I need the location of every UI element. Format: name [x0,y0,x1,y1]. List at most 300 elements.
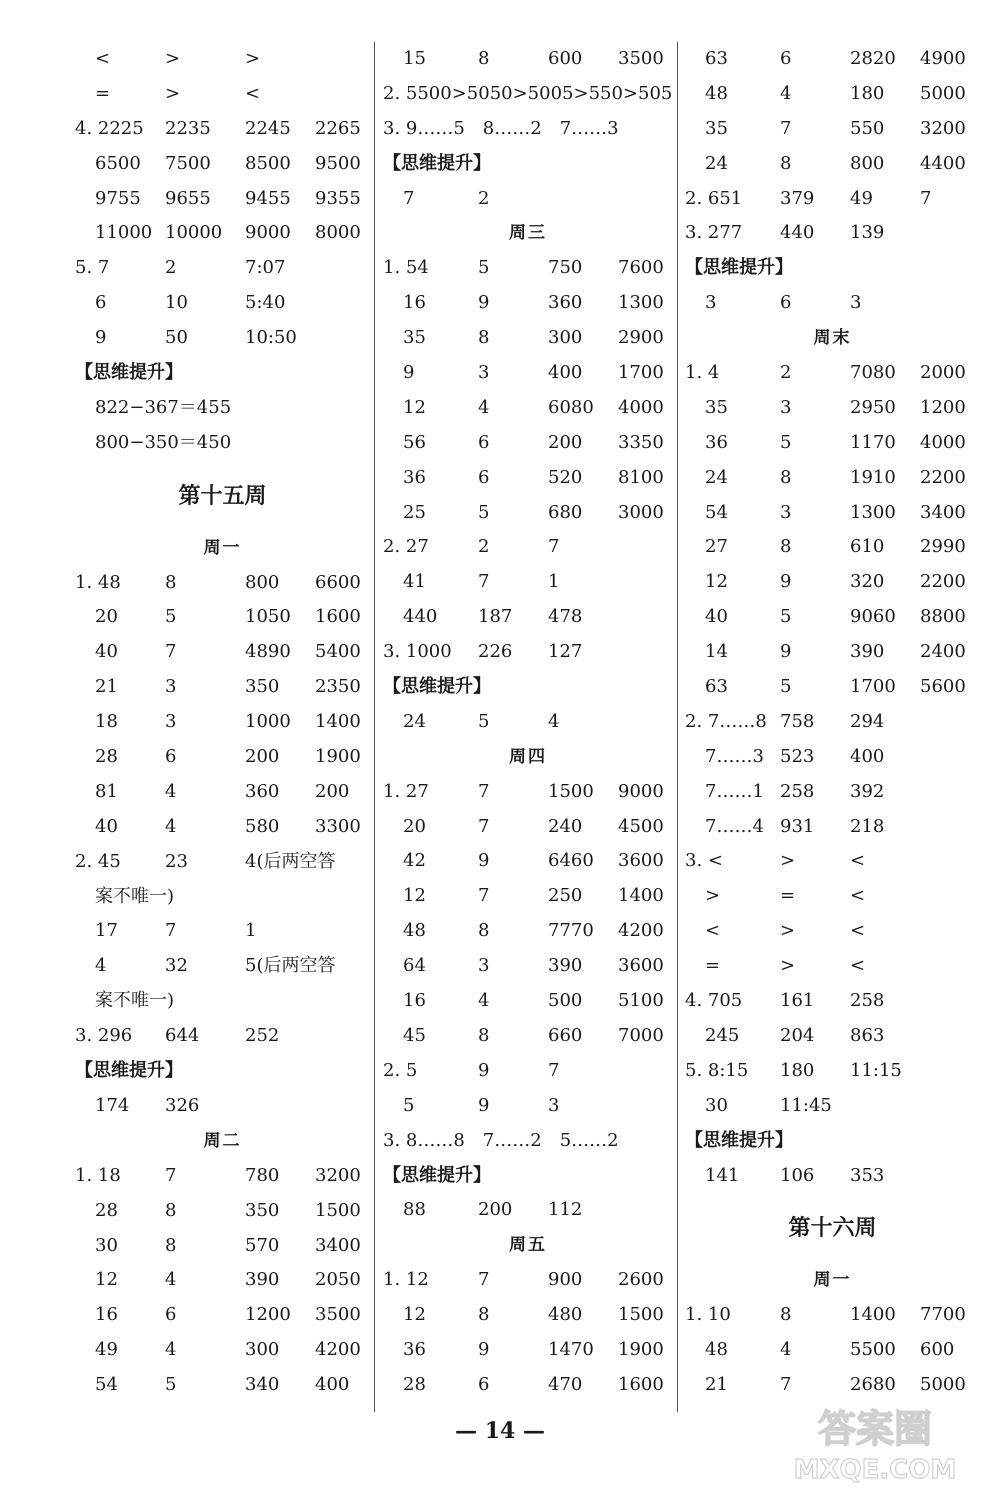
answer-cell: 48 [403,920,426,942]
answer-cell: 36 [403,1338,426,1360]
answer-cell: 440 [403,606,438,628]
answer-cell: 25 [403,501,426,523]
answer-row [685,42,980,77]
answer-line: 2. 5500>5050>5005>550>505 [383,82,673,104]
answer-cell: 600 [548,48,583,69]
answer-cell: 1 [548,571,560,593]
answer-cell: 30 [95,1234,118,1256]
answer-row [383,286,673,321]
answer-cell: 2000 [920,362,966,384]
answer-cell: 4. 2225 [75,117,144,139]
answer-cell: 8 [780,152,792,174]
answer-cell: 9000 [245,222,291,244]
answer-cell: 36 [705,431,728,453]
answer-row [383,1333,673,1368]
answer-row [685,391,980,426]
answer-row [685,740,980,775]
answer-cell: 9000 [618,780,664,802]
answer-cell: 64 [403,955,426,977]
answer-cell: 174 [95,1094,130,1116]
answer-row [383,635,673,670]
answer-cell: 16 [95,1304,118,1326]
answer-cell: > [780,850,796,872]
answer-row [685,77,980,112]
answer-cell: 523 [780,745,815,767]
answer-row [75,182,370,217]
answer-cell: 353 [850,1164,885,1186]
answer-cell: 35 [403,327,426,349]
answer-cell: 1900 [618,1338,664,1360]
answer-cell: 8 [478,48,490,69]
answer-cell: 2 [478,187,490,209]
answer-cell: < [95,48,111,69]
answer-cell: 9 [403,362,415,384]
answer-row [75,810,370,845]
answer-row [75,1229,370,1264]
answer-line: 3. 8……8 7……2 5……2 [383,1129,619,1151]
answer-cell: 7770 [548,920,594,942]
answer-row [75,147,370,182]
answer-row [383,775,673,810]
answer-cell: 300 [548,327,583,349]
answer-cell: 36 [403,466,426,488]
answer-cell: 8 [780,466,792,488]
answer-row [685,1368,980,1403]
answer-cell: 12 [95,1269,118,1291]
answer-cell: 41 [403,571,426,593]
answer-cell: 4 [165,815,177,837]
answer-cell: 3200 [920,117,966,139]
answer-cell: 1200 [245,1304,291,1326]
answer-cell: 3 [478,955,490,977]
answer-cell: 520 [548,466,583,488]
answer-cell: 8 [165,1234,177,1256]
answer-row [75,251,370,286]
answer-cell: 11:15 [850,1059,902,1081]
answer-cell: 1300 [618,292,664,314]
answer-cell: 2400 [920,641,966,663]
answer-row [685,635,980,670]
answer-row [75,112,370,147]
answer-cell: 1 [245,920,257,942]
answer-cell: 7 [165,920,177,942]
answer-cell: 5400 [315,641,361,663]
answer-cell: > [705,885,721,907]
answer-row [383,426,673,461]
answer-cell: 48 [705,1339,728,1361]
answer-cell: 4200 [315,1339,361,1361]
answer-row [383,1263,673,1298]
answer-cell: 8100 [618,466,664,488]
answer-cell: 7 [478,1269,490,1291]
week-title: 第十六周 [788,1215,877,1242]
answer-cell: 20 [403,815,426,837]
answer-cell: 800 [850,152,885,174]
answer-cell: 1. 12 [383,1269,429,1291]
answer-cell: 5000 [920,82,966,104]
answer-row [383,949,673,984]
answer-cell: 187 [478,606,513,628]
answer-cell: 1700 [618,362,664,384]
day-heading: 周二 [203,1130,242,1151]
answer-cell: 127 [548,641,583,663]
answer-cell: 8800 [920,606,966,628]
answer-cell: 3350 [618,431,664,453]
answer-cell: 9355 [315,187,361,209]
answer-cell: 9755 [95,187,141,209]
answer-cell: 6 [478,1373,490,1395]
answer-cell: 7 [548,1059,560,1081]
answer-cell: 7600 [618,257,664,279]
answer-cell: 2 [165,257,177,279]
answer-cell: 6 [780,48,792,69]
answer-cell: 644 [165,1025,200,1047]
answer-cell: 390 [850,641,885,663]
answer-line: 案不唯一) [95,990,175,1012]
answer-row [383,42,673,77]
answer-cell: 240 [548,815,583,837]
answer-cell: 400 [548,362,583,384]
column-divider [374,42,375,1412]
answer-cell: 3 [165,711,177,733]
answer-cell: 200 [548,431,583,453]
answer-row [383,1368,673,1403]
answer-cell: 1. 18 [75,1164,121,1186]
answer-cell: 9500 [315,152,361,174]
answer-row [383,879,673,914]
answer-row [685,286,980,321]
answer-cell: 27 [705,536,728,558]
answer-cell: < [850,885,866,907]
answer-cell: 20 [95,606,118,628]
answer-cell: 8 [165,1199,177,1221]
answer-cell: 2600 [618,1269,664,1291]
answer-cell: 4 [548,710,560,732]
answer-row [685,112,980,147]
answer-cell: 900 [548,1269,583,1291]
day-heading: 周三 [509,223,547,244]
answer-cell: 35 [705,396,728,418]
answer-row [75,740,370,775]
answer-cell: 45 [403,1024,426,1046]
answer-cell: 610 [850,536,885,558]
answer-cell: 1500 [315,1199,361,1221]
answer-cell: 5. 7 [75,257,110,279]
answer-cell: 200 [245,746,280,768]
answer-cell: 580 [245,815,280,837]
answer-cell: 400 [315,1374,350,1396]
answer-cell: 600 [920,1339,955,1361]
answer-cell: 3. 277 [685,222,743,244]
answer-cell: 6 [165,1304,177,1326]
answer-row [383,914,673,949]
answer-cell: > [780,955,796,977]
answer-cell: 40 [705,606,728,628]
answer-cell: 1400 [850,1304,896,1326]
answer-cell: 340 [245,1374,280,1396]
section-heading: 【思维提升】 [75,1060,183,1082]
answer-cell: 3. 1000 [383,641,452,663]
answer-cell: 1600 [315,606,361,628]
answer-cell: 570 [245,1234,280,1256]
answer-cell: 1900 [315,746,361,768]
answer-row [685,705,980,740]
answer-cell: 5 [478,501,490,523]
answer-cell: 10:50 [245,327,297,349]
answer-cell: 6460 [548,850,594,872]
column-middle [383,42,673,1403]
answer-cell: < [850,850,866,872]
answer-cell: 5 [780,431,792,453]
answer-cell: 7 [920,187,932,209]
answer-cell: 780 [245,1164,280,1186]
watermark-text: MXQE.COM [793,1455,957,1485]
answer-cell: 9 [478,850,490,872]
answer-cell: 1500 [618,1304,664,1326]
answer-cell: 2. 7……8 [685,710,767,732]
answer-cell: 9060 [850,606,896,628]
answer-cell: 3400 [315,1234,361,1256]
answer-row [685,949,980,984]
watermark-logo-text: 答案圈 [817,1407,933,1451]
answer-cell: 7 [780,1374,792,1396]
answer-cell: 9 [478,1338,490,1360]
answer-cell: 4 [780,82,792,104]
answer-row [75,286,370,321]
answer-cell: 1500 [548,780,594,802]
answer-cell: 6080 [548,396,594,418]
answer-cell: 300 [245,1339,280,1361]
answer-cell: 2. 5 [383,1059,418,1081]
answer-row [685,844,980,879]
answer-cell: 2200 [920,466,966,488]
answer-cell: 5600 [920,676,966,698]
answer-row [685,984,980,1019]
answer-cell: 1000 [245,711,291,733]
day-heading: 周一 [813,1270,852,1291]
answer-cell: 1. 48 [75,571,121,593]
answer-cell: 390 [245,1269,280,1291]
answer-cell: 258 [850,990,885,1012]
answer-line: 3. 9……5 8……2 7……3 [383,117,619,139]
answer-cell: 106 [780,1164,815,1186]
answer-cell: 4 [780,1339,792,1361]
answer-row [383,530,673,565]
answer-row [75,1368,370,1403]
answer-row [75,1019,370,1054]
answer-cell: 3300 [315,815,361,837]
answer-row [383,461,673,496]
answer-cell: 7 [403,187,415,209]
answer-row [383,810,673,845]
answer-cell: 3200 [315,1164,361,1186]
answer-row [383,1089,673,1124]
answer-cell: 320 [850,571,885,593]
answer-row [685,1019,980,1054]
answer-cell: 3. 296 [75,1025,133,1047]
answer-row [685,1054,980,1089]
answer-row [685,426,980,461]
answer-cell: 2050 [315,1269,361,1291]
answer-cell: 180 [780,1059,815,1081]
answer-cell: 3. < [685,850,723,872]
answer-cell: 7 [478,815,490,837]
answer-row [75,705,370,740]
section-heading: 【思维提升】 [383,676,491,698]
answer-row [75,77,370,112]
answer-row [685,810,980,845]
answer-row [685,1298,980,1333]
answer-cell: 2235 [165,117,211,139]
answer-cell: 3400 [920,501,966,523]
answer-row [383,1298,673,1333]
answer-row [75,670,370,705]
answer-cell: 14 [705,641,728,663]
answer-cell: 390 [548,955,583,977]
answer-cell: 16 [403,990,426,1012]
answer-row [383,1054,673,1089]
answer-row [75,1089,370,1124]
column-divider [677,42,678,1412]
answer-cell: 4890 [245,641,291,663]
answer-cell: 28 [95,746,118,768]
section-heading: 【思维提升】 [383,152,491,174]
answer-cell: 1200 [920,396,966,418]
answer-cell: 11000 [95,222,153,244]
answer-cell: 48 [705,82,728,104]
answer-cell: 112 [548,1199,583,1221]
answer-cell: 2245 [245,117,291,139]
answer-row [383,705,673,740]
answer-cell: 750 [548,257,583,279]
answer-cell: 6 [95,292,107,314]
answer-cell: 15 [403,48,426,69]
answer-cell: 63 [705,676,728,698]
answer-row [383,600,673,635]
answer-row [75,42,370,77]
answer-cell: 6 [478,466,490,488]
answer-cell: 5. 8:15 [685,1059,749,1081]
answer-cell: = [780,885,796,907]
column-right [685,42,980,1403]
answer-row [75,845,370,880]
answer-cell: 480 [548,1304,583,1326]
section-heading: 【思维提升】 [685,257,793,279]
watermark-logo [770,1400,980,1485]
answer-row [685,600,980,635]
answer-cell: 350 [245,676,280,698]
answer-cell: 21 [705,1374,728,1396]
answer-cell: 9455 [245,187,291,209]
answer-cell: 7 [165,641,177,663]
answer-cell: > [780,920,796,942]
answer-cell: 9 [478,1059,490,1081]
answer-cell: 4 [165,780,177,802]
answer-row [685,147,980,182]
answer-row [383,1019,673,1054]
answer-cell: 4 [478,990,490,1012]
answer-cell: 4400 [920,152,966,174]
answer-cell: 7:07 [245,257,286,279]
answer-cell: 360 [548,292,583,314]
answer-cell: 5 [780,676,792,698]
answer-cell: < [850,955,866,977]
answer-cell: 4(后两空答 [245,850,336,872]
answer-cell: 360 [245,780,280,802]
answer-row [685,1089,980,1124]
answer-cell: 7 [780,117,792,139]
answer-cell: 81 [95,780,118,802]
answer-cell: 5 [478,710,490,732]
answer-row [685,775,980,810]
answer-cell: 24 [403,710,426,732]
answer-cell: 1910 [850,466,896,488]
answer-row [383,844,673,879]
answer-row [75,321,370,356]
answer-row [383,565,673,600]
answer-cell: 7……4 [705,815,764,837]
answer-row [75,1263,370,1298]
day-heading: 周五 [509,1235,547,1256]
answer-cell: 4 [165,1269,177,1291]
answer-row [383,356,673,391]
answer-row [685,670,980,705]
answer-cell: 7……3 [705,745,764,767]
answer-line: 案不唯一) [95,885,175,907]
answer-cell: 17 [95,920,118,942]
answer-cell: 2. 27 [383,536,429,558]
day-heading: 周四 [509,746,547,767]
answer-cell: 5500 [850,1339,896,1361]
answer-cell: 139 [850,222,885,244]
answer-cell: 16 [403,292,426,314]
answer-cell: 4000 [920,431,966,453]
answer-cell: 9 [478,1094,490,1116]
answer-cell: 2 [780,362,792,384]
answer-cell: 3600 [618,850,664,872]
answer-cell: 8 [478,327,490,349]
answer-row [383,1193,673,1228]
answer-cell: 63 [705,48,728,69]
answer-cell: 3500 [618,48,664,69]
column-left [75,42,370,1403]
answer-cell: 204 [780,1024,815,1046]
answer-cell: 35 [705,117,728,139]
answer-cell: 88 [403,1199,426,1221]
answer-row [685,914,980,949]
answer-line: 800−350＝450 [95,431,232,453]
answer-cell: 2990 [920,536,966,558]
answer-row [685,216,980,251]
answer-row [75,566,370,601]
answer-cell: 1400 [315,711,361,733]
answer-cell: 7700 [920,1304,966,1326]
answer-row [685,461,980,496]
answer-cell: 660 [548,1024,583,1046]
answer-cell: 12 [403,1304,426,1326]
answer-cell: 7 [478,885,490,907]
answer-cell: 3000 [618,501,664,523]
answer-cell: 350 [245,1199,280,1221]
answer-cell: 326 [165,1094,200,1116]
answer-cell: 258 [780,780,815,802]
answer-cell: 4 [95,955,107,977]
section-heading: 【思维提升】 [75,362,183,384]
section-heading: 【思维提升】 [685,1129,793,1151]
answer-cell: 4000 [618,396,664,418]
answer-cell: 11:45 [780,1094,832,1116]
answer-cell: 863 [850,1024,885,1046]
